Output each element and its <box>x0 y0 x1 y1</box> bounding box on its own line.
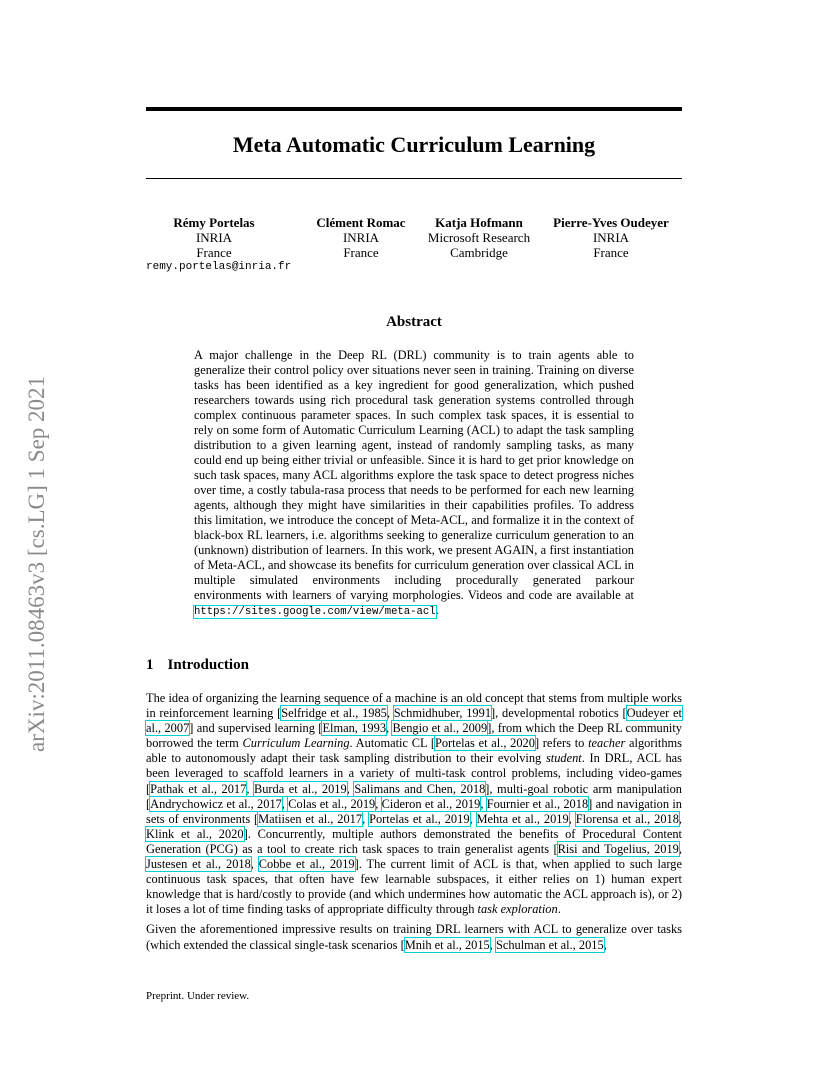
abstract-heading: Abstract <box>386 314 442 330</box>
citation-link[interactable]: Mehta et al., 2019 <box>476 811 569 826</box>
text-run: , <box>362 811 370 826</box>
author-3 <box>422 215 536 260</box>
citation-link[interactable]: Salimans and Chen, 2018 <box>354 781 486 796</box>
preprint-footer: Preprint. Under review. <box>146 990 250 1002</box>
abstract-end: . <box>435 603 439 617</box>
top-rule <box>146 107 682 111</box>
text-run: , <box>603 937 607 952</box>
text-run: , <box>386 721 393 736</box>
project-url-link[interactable]: https://sites.google.com/view/meta-acl <box>194 606 436 618</box>
author-block <box>146 215 682 285</box>
citation-link[interactable]: Fournier et al., 2018 <box>486 796 589 811</box>
emphasis-text: Curriculum Learning <box>242 736 350 751</box>
text-run: ] and supervised learning [ <box>189 721 323 736</box>
text-run: . <box>557 902 561 917</box>
author-name: Clément Romac <box>316 215 406 230</box>
paper-title: Meta Automatic Curriculum Learning <box>232 132 596 157</box>
text-run: , <box>678 811 683 826</box>
citation-link[interactable]: Risi and Togelius, 2019 <box>557 841 679 856</box>
author-location: France <box>196 245 232 260</box>
author-1 <box>146 215 292 275</box>
citation-link[interactable]: Selfridge et al., 1985 <box>281 706 387 721</box>
intro-paragraph-1 <box>146 691 682 917</box>
author-affiliation: INRIA <box>592 230 630 245</box>
author-name: Katja Hofmann <box>435 215 523 230</box>
citation-link[interactable]: Pathak et al., 2017 <box>150 781 247 796</box>
citation-link[interactable]: Oudeyer et al., 2007 <box>146 706 682 736</box>
citation-link[interactable]: Justesen et al., 2018 <box>146 857 251 872</box>
text-run: , <box>489 937 496 952</box>
text-run: ], multi-goal robotic arm manipulation [ <box>146 781 683 811</box>
text-run: algorithms able to autonomously adapt their task sampling distribution to their evolving <box>146 736 682 766</box>
text-run: , <box>678 841 682 856</box>
text-run: , <box>480 796 487 811</box>
text-run: , <box>469 811 477 826</box>
abstract-text <box>194 348 634 620</box>
author-affiliation: INRIA <box>342 230 380 245</box>
emphasis-text: student <box>545 751 582 766</box>
citation-link[interactable]: Klink et al., 2020 <box>146 826 244 841</box>
text-run: . Automatic CL [ <box>349 736 435 751</box>
arxiv-side-label: arXiv:2011.08463v3 [cs.LG] 1 Sep 2021 <box>24 375 49 752</box>
author-4 <box>544 215 678 260</box>
citation-link[interactable]: Portelas et al., 2019 <box>369 811 470 826</box>
author-location: France <box>593 245 629 260</box>
section-number: 1 <box>146 657 154 673</box>
author-name: Rémy Portelas <box>173 215 255 230</box>
citation-link[interactable]: Schmidhuber, 1991 <box>393 706 492 721</box>
text-run: Given the aforementioned impressive results on training DRL learners with ACL to generalize over tasks (which extended the classical single-task scenarios [ <box>146 922 682 952</box>
text-run: ] and navigation in sets of environments [ <box>146 796 682 826</box>
citation-link[interactable]: Mnih et al., 2015 <box>404 937 490 952</box>
text-run: . In DRL, ACL has been leveraged to scaffold learners in a variety of multi-task control problems, including video-games [ <box>146 751 682 796</box>
intro-paragraph-2 <box>146 922 682 952</box>
text-run: , <box>386 706 394 721</box>
citation-link[interactable]: Colas et al., 2019 <box>288 796 376 811</box>
citation-link[interactable]: Elman, 1993 <box>322 721 387 736</box>
text-run: , <box>375 796 382 811</box>
citation-link[interactable]: Schulman et al., 2015 <box>495 937 604 952</box>
citation-link[interactable]: Bengio et al., 2009 <box>392 721 488 736</box>
citation-link[interactable]: Florensa et al., 2018 <box>575 811 679 826</box>
text-run: ]. Concurrently, multiple authors demonstrated the benefits of Procedural Content Generation (PCG) as a tool to create rich task spaces to train generalist agents [ <box>146 826 682 856</box>
emphasis-text: teacher <box>588 736 626 751</box>
text-run: The idea of organizing the learning sequence of a machine is an old concept that stems from multiple works in reinforcement learning [ <box>146 691 682 721</box>
citation-link[interactable]: Andrychowicz et al., 2017 <box>150 796 282 811</box>
text-run: , <box>250 857 259 872</box>
abstract-body: A major challenge in the Deep RL (DRL) community is to train agents able to generalize their control policy over situations never seen in training. Training on diverse tasks has been identified as a key ingredient for good generalization, which pushed researchers towards using rich procedural task generation systems controlled through complex continuous parameter spaces. In such complex task spaces, it is essential to rely on some form of Automatic Curriculum Learning (ACL) to adapt the task sampling distribution to a given learning agent, instead of randomly sampling tasks, as many could end up being either trivial or unfeasible. Since it is hard to get prior knowledge on such task spaces, many ACL algorithms explore the task space to detect progress niches over time, a costly tabula-rasa process that needs to be performed for each new learning agents, although they might have similarities in their capabilities profiles. To address this limitation, we introduce the concept of Meta-ACL, and formalize it in the context of black-box RL learners, i.e. algorithms seeking to generalize curriculum generation to an (unknown) distribution of learners. In this work, we present AGAIN, a first instantiation of Meta-ACL, and showcase its benefits for curriculum generation over classical ACL in multiple simulated environments including procedurally generated parkour environments with learners of varying morphologies. Videos and code are available at <box>194 348 634 602</box>
section-title: Introduction <box>167 657 249 673</box>
author-email: remy.portelas@inria.fr <box>146 261 292 273</box>
author-location: France <box>343 245 379 260</box>
text-run: ], developmental robotics [ <box>491 706 627 721</box>
text-run: , <box>281 796 289 811</box>
citation-link[interactable]: Cobbe et al., 2019 <box>258 857 355 872</box>
text-run: ]. The current limit of ACL is that, when applied to such large continuous task spaces, that often have few learnable subspaces, it either relies on 1) human expert knowledge that is hard/costly to provide (and which undermines how automatic the ACL approach is), or 2) it loses a lot of time finding tasks of appropriate difficulty through <box>146 857 682 917</box>
author-location: Cambridge <box>450 245 508 260</box>
author-name: Pierre-Yves Oudeyer <box>553 215 669 230</box>
text-run: , <box>568 811 576 826</box>
section-heading <box>146 657 249 674</box>
citation-link[interactable]: Matiisen et al., 2017 <box>258 811 363 826</box>
title-rule <box>146 178 682 179</box>
text-run: ] refers to <box>534 736 589 751</box>
author-2 <box>306 215 416 260</box>
citation-link[interactable]: Cideron et al., 2019 <box>381 796 481 811</box>
citation-link[interactable]: Portelas et al., 2020 <box>434 736 535 751</box>
emphasis-text: task exploration <box>477 902 558 917</box>
text-run: , <box>346 781 355 796</box>
citation-link[interactable]: Burda et al., 2019 <box>253 781 347 796</box>
introduction-body <box>146 691 682 958</box>
text-run: ], from which the Deep RL community borrowed the term <box>146 721 682 751</box>
author-affiliation: Microsoft Research <box>427 230 531 245</box>
author-affiliation: INRIA <box>195 230 233 245</box>
text-run: , <box>246 781 254 796</box>
